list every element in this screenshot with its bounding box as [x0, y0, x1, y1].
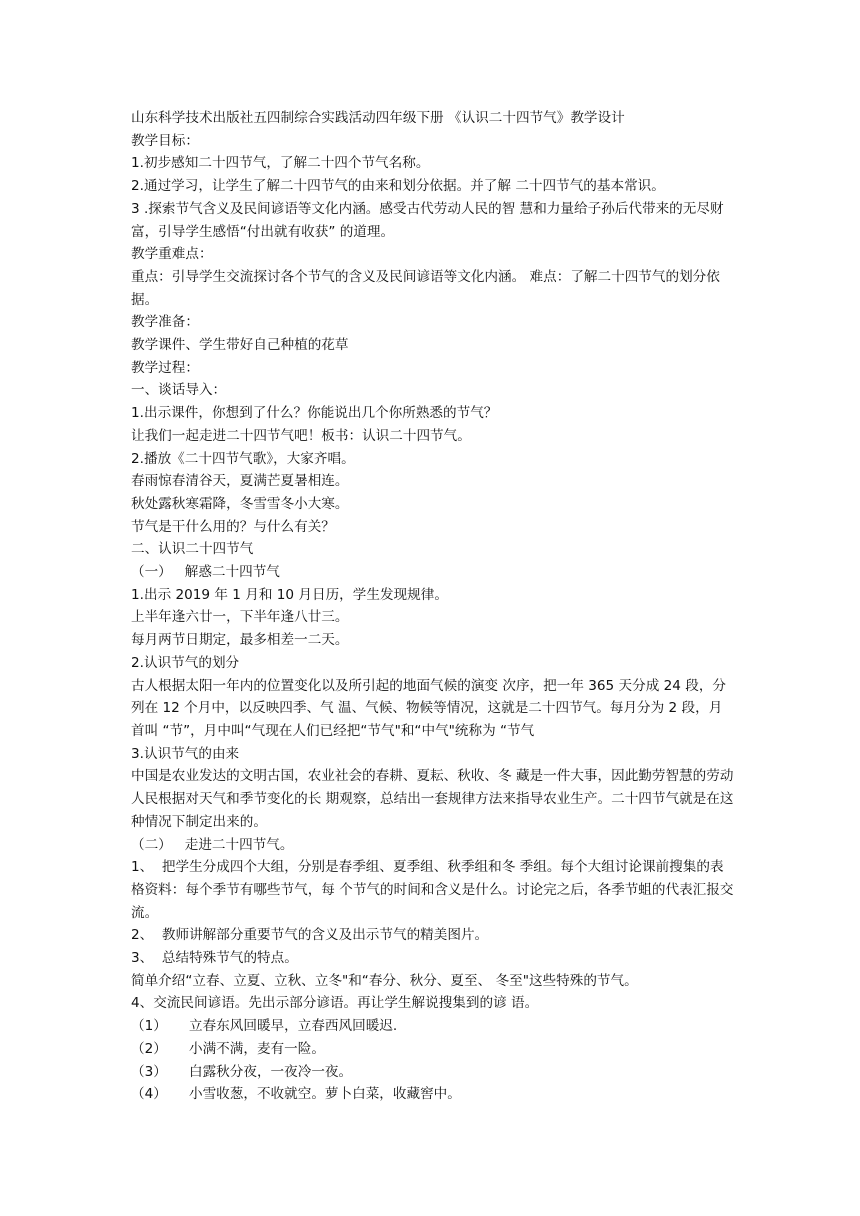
paragraph: 古人根据太阳一年内的位置变化以及所引起的地面气候的演变 次序，把一年 365 天分成 24 段，分列在 12 个月中，以反映四季、气 温、气候、物候等情况，这就是二十四节气。每月分为 2 段，月首叫 “节”，月中叫“气现在人们已经把“节气"和“中气"统称为 “节气: [131, 677, 727, 739]
paragraph: 秋处露秋寒霜降，冬雪雪冬小大寒。: [131, 495, 349, 512]
paragraph: （二） 走进二十四节气。: [131, 836, 294, 853]
paragraph: 1.初步感知二十四节气，了解二十四个节气名称。: [131, 155, 430, 172]
paragraph: 教学目标：: [131, 132, 199, 149]
paragraph: 3 .探索节气含义及民间谚语等文化内涵。感受古代劳动人民的智 慧和力量给子孙后代带来的无尽财富，引导学生感悟“付出就有收获” 的道理。: [131, 200, 724, 240]
proverb-item: [131, 1083, 735, 1106]
paragraph: 2.认识节气的划分: [131, 654, 240, 671]
paragraph: 教学准备：: [131, 314, 199, 331]
proverb-item: [131, 1015, 735, 1038]
document-title: 山东科学技术出版社五四制综合实践活动四年级下册 《认识二十四节气》教学设计: [131, 110, 625, 126]
paragraph: 1.出示课件，你想到了什么？你能说出几个你所熟悉的节气？: [131, 405, 498, 422]
paragraph: 4、交流民间谚语。先出示部分谚语。再让学生解说搜集到的谚 语。: [131, 995, 539, 1012]
paragraph: 节气是干什么用的？与什么有关？: [131, 518, 335, 535]
paragraph: 二、认识二十四节气: [131, 541, 254, 558]
paragraph: 2.播放《二十四节气歌》，大家齐唱。: [131, 450, 355, 467]
proverb-number: （4）: [131, 1086, 167, 1103]
paragraph: 教学课件、学生带好自己种植的花草: [131, 337, 349, 354]
paragraph: 简单介绍“立春、立夏、立秋、立冬"和“春分、秋分、夏至、 冬至"这些特殊的节气。: [131, 972, 638, 989]
proverb-number: （1）: [131, 1018, 167, 1035]
paragraph: 2.通过学习，让学生了解二十四节气的由来和划分依据。并了解 二十四节气的基本常识。: [131, 178, 665, 195]
paragraph: 春雨惊春清谷天，夏满芒夏暑相连。: [131, 473, 349, 490]
paragraph: 教学过程：: [131, 359, 199, 376]
paragraph: 教学重难点：: [131, 246, 213, 263]
paragraph: 2、 教师讲解部分重要节气的含义及出示节气的精美图片。: [131, 927, 489, 944]
paragraph: 1.出示 2019 年 1 月和 10 月日历，学生发现规律。: [131, 586, 448, 603]
paragraph: 3.认识节气的由来: [131, 745, 240, 762]
proverb-text: 小雪收葱，不收就空。萝卜白菜，收藏窖中。: [189, 1086, 461, 1103]
paragraph: 重点：引导学生交流探讨各个节气的含义及民间谚语等文化内涵。 难点：了解二十四节气的划分依据。: [131, 268, 720, 308]
paragraph: （一） 解惑二十四节气: [131, 564, 280, 581]
proverb-item: [131, 1038, 735, 1061]
document-page: [131, 107, 738, 1106]
paragraph: 3、 总结特殊节气的特点。: [131, 950, 298, 967]
paragraph: 让我们一起走进二十四节气吧！板书：认识二十四节气。: [131, 427, 471, 444]
paragraph: 每月两节日期定，最多相差一二天。: [131, 632, 349, 649]
paragraph: 上半年逢六廿一，下半年逢八廿三。: [131, 609, 349, 626]
proverb-number: （3）: [131, 1063, 167, 1080]
paragraph: 一、谈话导入：: [131, 382, 227, 399]
proverb-text: 小满不满，麦有一险。: [189, 1040, 325, 1057]
proverb-item: [131, 1061, 735, 1084]
proverb-number: （2）: [131, 1040, 167, 1057]
proverb-text: 立春东风回暖早，立春西风回暖迟.: [189, 1018, 398, 1035]
paragraph: 1、 把学生分成四个大组，分别是春季组、夏季组、秋季组和冬 季组。每个大组讨论课前搜集的表格资料：每个季节有哪些节气，每 个节气的时间和含义是什么。讨论完之后，各季节蛆的代表汇报交流。: [131, 859, 734, 921]
proverb-text: 白露秋分夜，一夜冷一夜。: [189, 1063, 353, 1080]
paragraph: 中国是农业发达的文明古国，农业社会的春耕、夏耘、秋收、冬 藏是一件大事，因此勤劳智慧的劳动人民根据对天气和季节变化的长 期观察，总结出一套规律方法来指导农业生产。二十四节气就是在这 种情况下制定出来的。: [131, 768, 738, 830]
